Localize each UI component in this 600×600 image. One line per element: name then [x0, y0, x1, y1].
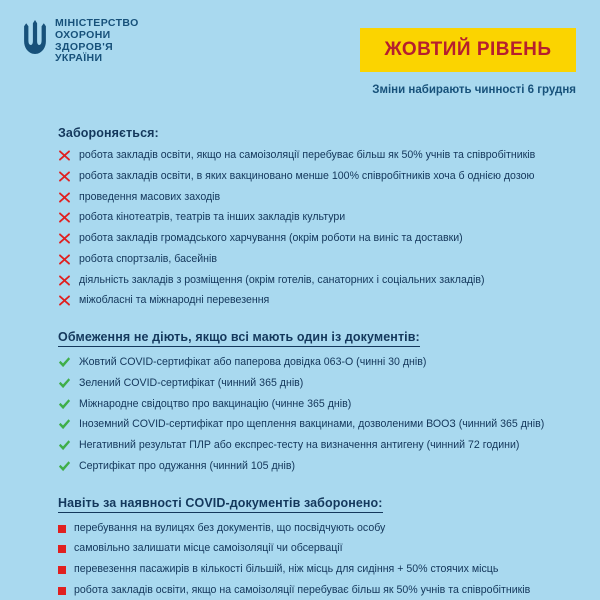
square-bullet-icon: [58, 545, 66, 553]
list-item: [58, 376, 574, 391]
still-prohibited-list: [58, 521, 574, 598]
list-item: [58, 355, 574, 370]
list-item: [58, 562, 574, 577]
alert-level-label: ЖОВТИЙ РІВЕНЬ: [384, 39, 552, 60]
list-item-text: робота закладів освіти, якщо на самоізоляції перебуває більш як 50% учнів та співробітників: [79, 149, 536, 161]
section-title-documents: Обмеження не діють, якщо всі мають один із документів:: [58, 330, 420, 347]
list-item-text: Іноземний COVID-сертифікат про щеплення вакцинами, дозволеними ВООЗ (чинний 365 днів): [79, 418, 545, 431]
header: [0, 0, 600, 108]
list-item: [58, 252, 574, 267]
list-item-text: Зелений COVID-сертифікат (чинний 365 днів): [79, 376, 304, 389]
list-item-text: робота закладів освіти, в яких вакциновано менше 100% співробітників хоча б однією дозою: [79, 169, 535, 182]
list-item: [58, 169, 574, 184]
list-item: [58, 190, 574, 205]
list-item-text: перебування на вулицях без документів, що посвідчують особу: [74, 521, 386, 534]
list-item: [58, 459, 574, 474]
list-item: [58, 397, 574, 412]
list-item: [58, 148, 574, 163]
list-item-text: Міжнародне свідоцтво про вакцинацію (чинне 365 днів): [79, 397, 352, 410]
list-item: [58, 417, 574, 432]
ministry-name: [55, 18, 139, 65]
list-item: [58, 583, 574, 598]
check-icon: [58, 439, 71, 452]
list-item: [58, 521, 574, 536]
cross-icon: [58, 253, 71, 266]
check-icon: [58, 398, 71, 411]
list-item: [58, 273, 574, 288]
list-item-text: Негативний результат ПЛР або експрес-тесту на визначення антигену (чинний 72 години): [79, 439, 520, 452]
list-item-text: самовільно залишати місце самоізоляції чи обсервації: [74, 542, 343, 555]
cross-icon: [58, 191, 71, 204]
check-icon: [58, 418, 71, 431]
ministry-line-1: МІНІСТЕРСТВО: [55, 17, 139, 29]
content: [0, 108, 600, 598]
check-icon: [58, 460, 71, 473]
list-item-text: Жовтий COVID-сертифікат або паперова довідка 063-О (чинні 30 днів): [79, 356, 427, 369]
cross-icon: [58, 149, 71, 162]
effective-date-note: Зміни набирають чинності 6 грудня: [372, 84, 576, 96]
cross-icon: [58, 211, 71, 224]
list-item-text: робота закладів освіти, якщо на самоізоляції перебуває більш як 50% учнів та співробітників: [74, 584, 531, 597]
square-bullet-icon: [58, 525, 66, 533]
list-item-text: Сертифікат про одужання (чинний 105 днів): [79, 459, 296, 472]
list-item: [58, 293, 574, 308]
ministry-line-3: ЗДОРОВ'Я: [55, 40, 114, 53]
cross-icon: [58, 294, 71, 307]
ministry-line-2: ОХОРОНИ: [55, 28, 111, 41]
list-item: [58, 438, 574, 453]
section-title-prohibited: Забороняється:: [58, 126, 159, 140]
square-bullet-icon: [58, 587, 66, 595]
list-item-text: робота спортзалів, басейнів: [79, 252, 217, 265]
ministry-line-4: УКРАЇНИ: [55, 52, 103, 65]
list-item-text: робота закладів громадського харчування (окрім роботи на виніс та доставки): [79, 232, 463, 245]
alert-level-badge: [360, 28, 576, 72]
list-item-text: міжобласні та міжнародні перевезення: [79, 294, 270, 307]
list-item: [58, 541, 574, 556]
ukraine-trident-icon: [24, 20, 46, 54]
list-item-text: перевезення пасажирів в кількості більшій, ніж місць для сидіння + 50% стоячих місць: [74, 563, 499, 576]
square-bullet-icon: [58, 566, 66, 574]
check-icon: [58, 356, 71, 369]
cross-icon: [58, 170, 71, 183]
list-item: [58, 210, 574, 225]
list-item: [58, 231, 574, 246]
list-item-text: діяльність закладів з розміщення (окрім готелів, санаторних і соціальних закладів): [79, 273, 485, 286]
cross-icon: [58, 274, 71, 287]
list-item-text: робота кінотеатрів, театрів та інших закладів культури: [79, 211, 346, 224]
cross-icon: [58, 232, 71, 245]
list-item-text: проведення масових заходів: [79, 190, 221, 203]
documents-list: [58, 355, 574, 474]
check-icon: [58, 377, 71, 390]
section-title-still-prohibited: Навіть за наявності COVID-документів заборонено:: [58, 496, 383, 513]
prohibited-list: [58, 148, 574, 308]
